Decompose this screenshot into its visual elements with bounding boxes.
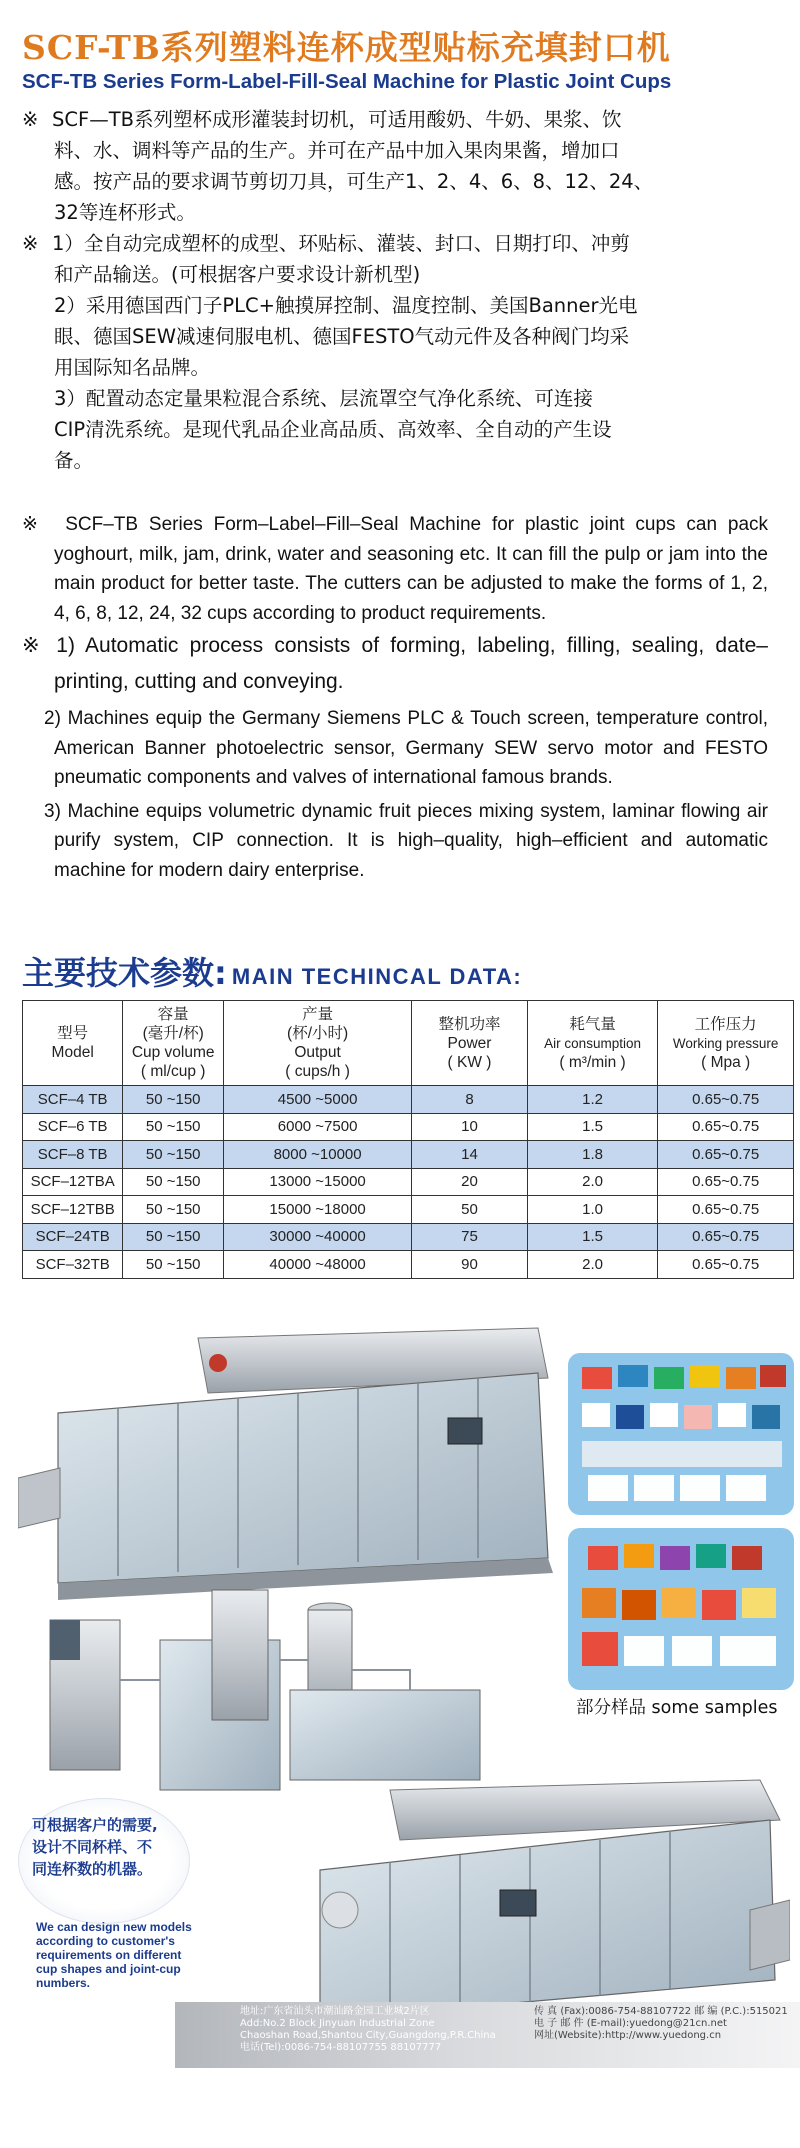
cell-air: 1.5 bbox=[527, 1223, 658, 1251]
col-label: 容量 bbox=[157, 1006, 189, 1023]
cell-volume: 50 ~150 bbox=[123, 1223, 224, 1251]
cell-volume: 50 ~150 bbox=[123, 1141, 224, 1169]
footer-address bbox=[240, 2006, 540, 2054]
intro-cn bbox=[22, 104, 762, 476]
intro-en-p2: 1) Automatic process consists of forming, labeling, filling, sealing, date–printing, cutting and conveying. bbox=[54, 634, 768, 693]
bullet-mark: ※ bbox=[22, 108, 39, 131]
footer-line: 电话(Tel):0086-754-88107755 88107777 bbox=[240, 2042, 442, 2053]
intro-cn-line: 用国际知名品牌。 bbox=[54, 356, 211, 379]
bullet-mark: ※ bbox=[22, 232, 39, 255]
cell-model: SCF–6 TB bbox=[23, 1113, 123, 1141]
intro-cn-line: 32等连杯形式。 bbox=[54, 201, 196, 224]
col-label: Model bbox=[51, 1044, 94, 1061]
footer-line: Add:No.2 Block Jinyuan Industrial Zone bbox=[240, 2018, 435, 2029]
cell-volume: 50 ~150 bbox=[123, 1113, 224, 1141]
custom-note-line: 可根据客户的需要, bbox=[32, 1816, 158, 1834]
spec-heading-cn: 主要技术参数: bbox=[22, 954, 227, 992]
footer-line: 传 真 (Fax):0086-754-88107722 邮 编 (P.C.):515021 bbox=[534, 2006, 788, 2017]
intro-cn-line: 感。按产品的要求调节剪切刀具，可生产1、2、4、6、8、12、24、 bbox=[54, 170, 654, 193]
spec-heading-en: MAIN TECHINCAL DATA bbox=[231, 964, 514, 989]
cell-air: 1.0 bbox=[527, 1196, 658, 1224]
col-label: 工作压力 bbox=[694, 1015, 757, 1033]
samples-image-bottom bbox=[568, 1528, 794, 1690]
custom-note-line: according to customer's bbox=[36, 1934, 175, 1948]
cell-output: 15000 ~18000 bbox=[224, 1196, 412, 1224]
page-title-en: SCF-TB Series Form-Label-Fill-Seal Machine for Plastic Joint Cups bbox=[22, 70, 672, 93]
cell-model: SCF–12TBA bbox=[23, 1168, 123, 1196]
cell-power: 75 bbox=[412, 1223, 528, 1251]
col-label: Output bbox=[294, 1044, 341, 1061]
cell-model: SCF–24TB bbox=[23, 1223, 123, 1251]
intro-cn-line: CIP清洗系统。是现代乳品企业高品质、高效率、全自动的产生设 bbox=[54, 418, 612, 441]
cell-air: 1.5 bbox=[527, 1113, 658, 1141]
machine-third-image bbox=[280, 1760, 790, 2040]
cell-air: 1.8 bbox=[527, 1141, 658, 1169]
intro-cn-line: 备。 bbox=[54, 449, 94, 472]
cell-volume: 50 ~150 bbox=[123, 1086, 224, 1114]
machine-main-image bbox=[18, 1318, 558, 1618]
cell-output: 13000 ~15000 bbox=[224, 1168, 412, 1196]
spec-table bbox=[22, 1000, 794, 1279]
cell-volume: 50 ~150 bbox=[123, 1251, 224, 1279]
spec-heading-colon: : bbox=[513, 964, 523, 989]
col-model bbox=[23, 1001, 123, 1086]
intro-cn-line: SCF—TB系列塑杯成形灌装封切机，可适用酸奶、牛奶、果浆、饮 bbox=[52, 108, 622, 131]
cell-pressure: 0.65~0.75 bbox=[658, 1086, 794, 1114]
cell-power: 10 bbox=[412, 1113, 528, 1141]
cell-pressure: 0.65~0.75 bbox=[658, 1196, 794, 1224]
cell-output: 40000 ~48000 bbox=[224, 1251, 412, 1279]
table-row bbox=[23, 1168, 794, 1196]
samples-caption: 部分样品 some samples bbox=[576, 1698, 778, 1718]
col-label: (杯/小时) bbox=[287, 1025, 349, 1042]
cell-output: 8000 ~10000 bbox=[224, 1141, 412, 1169]
table-row bbox=[23, 1223, 794, 1251]
cell-pressure: 0.65~0.75 bbox=[658, 1141, 794, 1169]
col-label: ( Mpa ) bbox=[701, 1053, 751, 1071]
table-row bbox=[23, 1086, 794, 1114]
footer-line: Chaoshan Road,Shantou City,Guangdong,P.R.China bbox=[240, 2030, 496, 2041]
col-label: ( KW ) bbox=[447, 1053, 492, 1071]
cell-power: 90 bbox=[412, 1251, 528, 1279]
col-label: Cup volume bbox=[131, 1044, 215, 1061]
intro-en-p1: SCF–TB Series Form–Label–Fill–Seal Machine for plastic joint cups can pack yoghourt, milk, jam, drink, water and seasoning etc. It can fill the pulp or jam into the main product for better taste. The cutters can be adjusted to make the forms of 1, 2, 4, 6, 8, 12, 24, 32 cups according to product requirements. bbox=[54, 514, 769, 624]
cell-pressure: 0.65~0.75 bbox=[658, 1168, 794, 1196]
footer-line: 地址:广东省汕头市潮汕路金园工业城2片区 bbox=[240, 2006, 430, 2017]
custom-note-line: numbers. bbox=[36, 1976, 91, 1990]
bullet-mark: ※ bbox=[22, 514, 44, 535]
cell-pressure: 0.65~0.75 bbox=[658, 1223, 794, 1251]
cell-output: 4500 ~5000 bbox=[224, 1086, 412, 1114]
cell-power: 8 bbox=[412, 1086, 528, 1114]
col-air bbox=[527, 1001, 658, 1086]
col-label: ( m³/min ) bbox=[559, 1053, 626, 1071]
cell-volume: 50 ~150 bbox=[123, 1196, 224, 1224]
col-label: ( ml/cup ) bbox=[140, 1063, 206, 1080]
intro-cn-line: 和产品输送。(可根据客户要求设计新机型) bbox=[54, 263, 421, 286]
cell-air: 2.0 bbox=[527, 1168, 658, 1196]
col-volume bbox=[123, 1001, 224, 1086]
cell-output: 30000 ~40000 bbox=[224, 1223, 412, 1251]
samples-image-top bbox=[568, 1353, 794, 1515]
col-label: Working pressure bbox=[672, 1035, 779, 1051]
col-label: Air consumption bbox=[544, 1035, 641, 1051]
intro-en-p3: 2) Machines equip the Germany Siemens PLC & Touch screen, temperature control, American Banner photoelectric sensor, Germany SEW servo motor and FESTO pneumatic components and valves of international famous brands. bbox=[44, 708, 768, 788]
table-row bbox=[23, 1251, 794, 1279]
col-label: 型号 bbox=[57, 1025, 89, 1042]
footer-contact bbox=[534, 2006, 796, 2042]
cell-model: SCF–32TB bbox=[23, 1251, 123, 1279]
page-title-cn: SCF-TB系列塑料连杯成型贴标充填封口机 bbox=[22, 28, 671, 67]
table-row bbox=[23, 1141, 794, 1169]
table-row bbox=[23, 1113, 794, 1141]
col-output bbox=[224, 1001, 412, 1086]
table-header-row bbox=[23, 1001, 794, 1086]
cell-model: SCF–12TBB bbox=[23, 1196, 123, 1224]
cell-power: 20 bbox=[412, 1168, 528, 1196]
intro-cn-line: 3）配置动态定量果粒混合系统、层流罩空气净化系统、可连接 bbox=[54, 387, 593, 410]
custom-note-en bbox=[36, 1920, 216, 1990]
col-label: Power bbox=[447, 1034, 492, 1052]
custom-note-line: We can design new models bbox=[36, 1920, 192, 1934]
col-label: ( cups/h ) bbox=[285, 1063, 350, 1080]
bullet-mark: ※ bbox=[22, 634, 46, 657]
table-row bbox=[23, 1196, 794, 1224]
cell-pressure: 0.65~0.75 bbox=[658, 1113, 794, 1141]
cell-air: 2.0 bbox=[527, 1251, 658, 1279]
col-label: 产量 bbox=[302, 1006, 334, 1023]
custom-note-line: 设计不同杯样、不 bbox=[32, 1838, 153, 1856]
col-power bbox=[412, 1001, 528, 1086]
custom-note-line: 同连杯数的机器。 bbox=[32, 1860, 153, 1878]
col-label: 耗气量 bbox=[569, 1015, 616, 1033]
cell-output: 6000 ~7500 bbox=[224, 1113, 412, 1141]
cell-model: SCF–8 TB bbox=[23, 1141, 123, 1169]
spec-heading bbox=[22, 948, 522, 994]
cell-model: SCF–4 TB bbox=[23, 1086, 123, 1114]
cell-pressure: 0.65~0.75 bbox=[658, 1251, 794, 1279]
footer-line: 网址(Website):http://www.yuedong.cn bbox=[534, 2030, 722, 2041]
custom-note-line: requirements on different bbox=[36, 1948, 182, 1962]
intro-cn-line: 眼、德国SEW减速伺服电机、德国FESTO气动元件及各种阀门均采 bbox=[54, 325, 630, 348]
col-pressure bbox=[658, 1001, 794, 1086]
intro-en bbox=[22, 510, 768, 885]
intro-en-p4: 3) Machine equips volumetric dynamic fruit pieces mixing system, laminar flowing air purify system, CIP connection. It is high–quality, high–efficient and automatic machine for modern dairy enterprise. bbox=[44, 800, 768, 881]
intro-cn-line: 2）采用德国西门子PLC+触摸屏控制、温度控制、美国Banner光电 bbox=[54, 294, 638, 317]
cell-power: 14 bbox=[412, 1141, 528, 1169]
intro-cn-line: 1）全自动完成塑杯的成型、环贴标、灌装、封口、日期打印、冲剪 bbox=[52, 232, 630, 255]
footer-line: 电 子 邮 件 (E-mail):yuedong@21cn.net bbox=[534, 2018, 727, 2029]
cell-air: 1.2 bbox=[527, 1086, 658, 1114]
col-label: (毫升/杯) bbox=[142, 1025, 204, 1042]
cell-volume: 50 ~150 bbox=[123, 1168, 224, 1196]
cell-power: 50 bbox=[412, 1196, 528, 1224]
custom-note-line: cup shapes and joint-cup bbox=[36, 1962, 181, 1976]
intro-cn-line: 料、水、调料等产品的生产。并可在产品中加入果肉果酱，增加口 bbox=[54, 139, 620, 162]
col-label: 整机功率 bbox=[438, 1015, 501, 1033]
custom-note-cn bbox=[32, 1814, 182, 1880]
